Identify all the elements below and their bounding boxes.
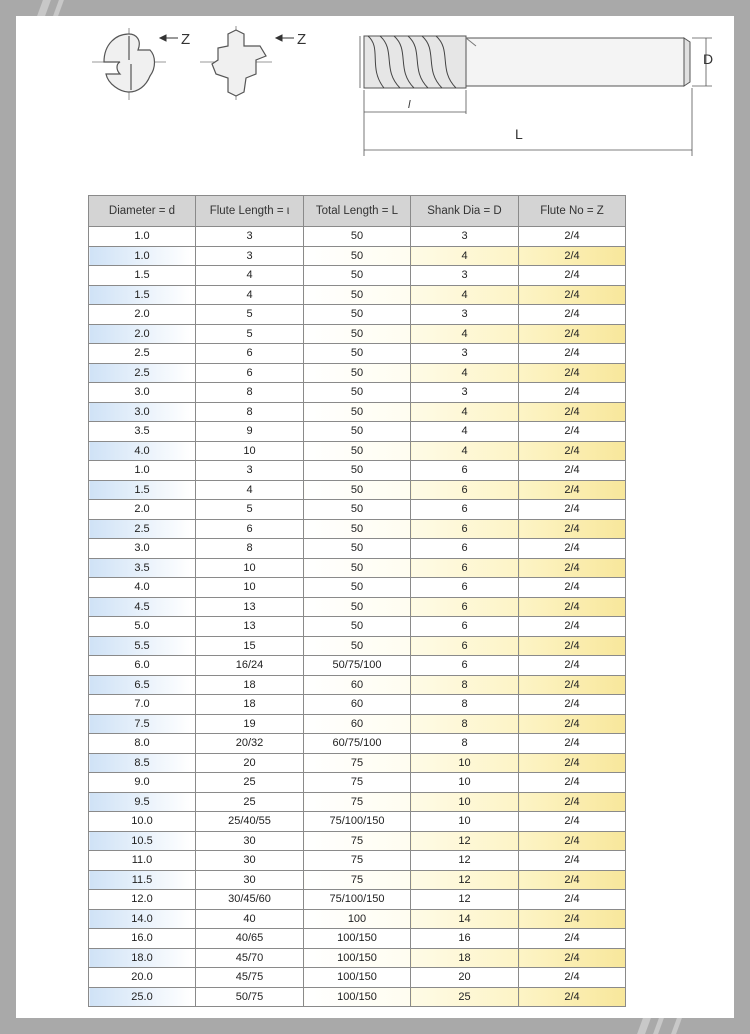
cell-flute-no: 2/4	[519, 792, 626, 812]
decor-stripe	[653, 1018, 664, 1034]
cell-flute-no: 2/4	[519, 929, 626, 949]
cell-diameter: 11.5	[89, 870, 196, 890]
cell-total-length: 60/75/100	[304, 734, 411, 754]
table-row	[89, 422, 626, 442]
cell-total-length: 75	[304, 773, 411, 793]
header-flute-no: Flute No = Z	[519, 196, 626, 227]
cell-shank-dia: 6	[411, 500, 519, 520]
cell-shank-dia: 8	[411, 675, 519, 695]
cell-shank-dia: 3	[411, 305, 519, 325]
cell-shank-dia: 4	[411, 363, 519, 383]
cell-diameter: 9.5	[89, 792, 196, 812]
spec-sheet	[16, 16, 734, 1018]
cell-total-length: 60	[304, 695, 411, 715]
cell-shank-dia: 8	[411, 734, 519, 754]
cell-shank-dia: 10	[411, 773, 519, 793]
cell-flute-length: 50/75	[196, 987, 304, 1007]
cell-total-length: 100	[304, 909, 411, 929]
cell-total-length: 50	[304, 558, 411, 578]
cell-shank-dia: 6	[411, 539, 519, 559]
cell-flute-no: 2/4	[519, 753, 626, 773]
cell-diameter: 18.0	[89, 948, 196, 968]
cell-shank-dia: 6	[411, 519, 519, 539]
table-row	[89, 363, 626, 383]
cell-total-length: 75	[304, 831, 411, 851]
cell-diameter: 11.0	[89, 851, 196, 871]
cell-total-length: 50	[304, 597, 411, 617]
cell-shank-dia: 6	[411, 461, 519, 481]
cell-total-length: 50	[304, 363, 411, 383]
cell-shank-dia: 4	[411, 246, 519, 266]
cell-flute-length: 5	[196, 324, 304, 344]
cell-flute-length: 45/75	[196, 968, 304, 988]
table-header-row	[89, 196, 626, 227]
cell-diameter: 8.5	[89, 753, 196, 773]
cell-shank-dia: 6	[411, 636, 519, 656]
table-row	[89, 948, 626, 968]
cell-flute-length: 8	[196, 402, 304, 422]
cell-shank-dia: 4	[411, 441, 519, 461]
cell-flute-no: 2/4	[519, 227, 626, 247]
cell-flute-no: 2/4	[519, 441, 626, 461]
two-flute-section-icon	[92, 28, 166, 100]
cell-diameter: 7.0	[89, 695, 196, 715]
table-row	[89, 578, 626, 598]
cell-total-length: 50	[304, 422, 411, 442]
cell-shank-dia: 4	[411, 402, 519, 422]
cell-flute-no: 2/4	[519, 948, 626, 968]
cell-diameter: 4.0	[89, 441, 196, 461]
cell-diameter: 5.0	[89, 617, 196, 637]
cell-diameter: 1.0	[89, 246, 196, 266]
cell-total-length: 75	[304, 851, 411, 871]
cell-total-length: 50	[304, 539, 411, 559]
table-row	[89, 305, 626, 325]
cell-shank-dia: 12	[411, 870, 519, 890]
cell-total-length: 75	[304, 753, 411, 773]
cell-total-length: 50	[304, 519, 411, 539]
cell-shank-dia: 6	[411, 656, 519, 676]
cell-flute-no: 2/4	[519, 461, 626, 481]
cell-flute-length: 18	[196, 675, 304, 695]
cell-shank-dia: 3	[411, 344, 519, 364]
table-row	[89, 714, 626, 734]
cell-flute-length: 3	[196, 461, 304, 481]
table-row	[89, 227, 626, 247]
table-row	[89, 870, 626, 890]
cell-shank-dia: 4	[411, 422, 519, 442]
decor-stripe	[671, 1018, 682, 1034]
cell-flute-no: 2/4	[519, 714, 626, 734]
cell-shank-dia: 6	[411, 617, 519, 637]
cell-flute-length: 13	[196, 617, 304, 637]
four-flute-section-icon	[200, 26, 272, 100]
cell-flute-no: 2/4	[519, 851, 626, 871]
cell-total-length: 50	[304, 227, 411, 247]
decor-stripe	[53, 0, 64, 16]
cell-total-length: 50	[304, 500, 411, 520]
cell-flute-length: 18	[196, 695, 304, 715]
flute-label-right: Z	[297, 31, 307, 48]
cell-shank-dia: 25	[411, 987, 519, 1007]
table-row	[89, 987, 626, 1007]
cell-shank-dia: 6	[411, 597, 519, 617]
cell-flute-length: 19	[196, 714, 304, 734]
cell-flute-length: 40/65	[196, 929, 304, 949]
end-mill-side-view	[364, 36, 690, 88]
cell-flute-length: 8	[196, 539, 304, 559]
cell-flute-no: 2/4	[519, 344, 626, 364]
cell-flute-no: 2/4	[519, 480, 626, 500]
cell-flute-no: 2/4	[519, 617, 626, 637]
cell-flute-length: 30	[196, 870, 304, 890]
cell-diameter: 1.0	[89, 227, 196, 247]
cell-diameter: 2.0	[89, 305, 196, 325]
cell-shank-dia: 3	[411, 266, 519, 286]
cell-total-length: 75/100/150	[304, 890, 411, 910]
end-mill-spec-table	[88, 195, 626, 1007]
cell-shank-dia: 10	[411, 792, 519, 812]
cell-flute-length: 4	[196, 285, 304, 305]
table-row	[89, 617, 626, 637]
cell-total-length: 50	[304, 324, 411, 344]
table-row	[89, 461, 626, 481]
cell-diameter: 2.5	[89, 519, 196, 539]
cell-flute-length: 16/24	[196, 656, 304, 676]
cell-diameter: 1.5	[89, 480, 196, 500]
cell-flute-no: 2/4	[519, 305, 626, 325]
cell-diameter: 12.0	[89, 890, 196, 910]
cell-flute-length: 20/32	[196, 734, 304, 754]
cell-diameter: 2.5	[89, 344, 196, 364]
decor-stripe	[637, 1018, 651, 1034]
cell-flute-length: 5	[196, 500, 304, 520]
cell-total-length: 50	[304, 266, 411, 286]
cell-flute-length: 6	[196, 344, 304, 364]
table-row	[89, 636, 626, 656]
header-total-length: Total Length = L	[304, 196, 411, 227]
cell-flute-no: 2/4	[519, 578, 626, 598]
table-row	[89, 812, 626, 832]
cell-total-length: 75/100/150	[304, 812, 411, 832]
cell-flute-no: 2/4	[519, 519, 626, 539]
cell-flute-length: 10	[196, 441, 304, 461]
cell-flute-no: 2/4	[519, 812, 626, 832]
table-row	[89, 909, 626, 929]
cell-flute-length: 25/40/55	[196, 812, 304, 832]
table-row	[89, 500, 626, 520]
cell-flute-length: 45/70	[196, 948, 304, 968]
cell-diameter: 3.0	[89, 539, 196, 559]
table-row	[89, 597, 626, 617]
cell-flute-length: 6	[196, 363, 304, 383]
cell-total-length: 60	[304, 675, 411, 695]
cell-diameter: 9.0	[89, 773, 196, 793]
cell-flute-no: 2/4	[519, 695, 626, 715]
cell-flute-length: 9	[196, 422, 304, 442]
cell-diameter: 7.5	[89, 714, 196, 734]
cell-diameter: 1.5	[89, 285, 196, 305]
cell-total-length: 75	[304, 792, 411, 812]
cell-shank-dia: 8	[411, 695, 519, 715]
table-body	[89, 227, 626, 1007]
cell-flute-no: 2/4	[519, 734, 626, 754]
table-row	[89, 792, 626, 812]
cell-flute-no: 2/4	[519, 675, 626, 695]
cell-flute-no: 2/4	[519, 773, 626, 793]
table-row	[89, 324, 626, 344]
cell-diameter: 10.0	[89, 812, 196, 832]
flute-length-label: l	[408, 99, 411, 111]
header-shank-dia: Shank Dia = D	[411, 196, 519, 227]
cell-shank-dia: 3	[411, 383, 519, 403]
cell-total-length: 60	[304, 714, 411, 734]
cell-total-length: 50	[304, 461, 411, 481]
cell-total-length: 50	[304, 305, 411, 325]
cell-diameter: 6.5	[89, 675, 196, 695]
decor-stripe	[37, 0, 51, 16]
cell-shank-dia: 3	[411, 227, 519, 247]
cell-diameter: 16.0	[89, 929, 196, 949]
end-mill-diagram	[16, 16, 734, 186]
cell-diameter: 3.0	[89, 402, 196, 422]
cell-flute-length: 25	[196, 773, 304, 793]
cell-flute-no: 2/4	[519, 402, 626, 422]
cell-total-length: 50	[304, 402, 411, 422]
cell-diameter: 20.0	[89, 968, 196, 988]
cell-flute-length: 13	[196, 597, 304, 617]
cell-total-length: 50	[304, 578, 411, 598]
cell-flute-no: 2/4	[519, 422, 626, 442]
table-row	[89, 480, 626, 500]
cell-flute-no: 2/4	[519, 558, 626, 578]
shank-diameter-label: D	[703, 51, 714, 67]
table-row	[89, 968, 626, 988]
cell-flute-no: 2/4	[519, 324, 626, 344]
cell-flute-length: 30/45/60	[196, 890, 304, 910]
cell-flute-length: 5	[196, 305, 304, 325]
cell-total-length: 100/150	[304, 968, 411, 988]
cell-flute-no: 2/4	[519, 890, 626, 910]
cell-diameter: 2.0	[89, 324, 196, 344]
cell-flute-length: 40	[196, 909, 304, 929]
cell-shank-dia: 10	[411, 812, 519, 832]
cell-total-length: 50	[304, 383, 411, 403]
cell-shank-dia: 18	[411, 948, 519, 968]
cell-flute-length: 10	[196, 558, 304, 578]
table-row	[89, 285, 626, 305]
cell-total-length: 100/150	[304, 929, 411, 949]
cell-diameter: 1.0	[89, 461, 196, 481]
table-row	[89, 851, 626, 871]
cell-flute-length: 30	[196, 831, 304, 851]
cell-flute-no: 2/4	[519, 987, 626, 1007]
table-row	[89, 675, 626, 695]
cell-flute-length: 6	[196, 519, 304, 539]
cell-flute-no: 2/4	[519, 363, 626, 383]
header-flute-length: Flute Length = ι	[196, 196, 304, 227]
cell-diameter: 8.0	[89, 734, 196, 754]
cell-flute-no: 2/4	[519, 656, 626, 676]
cell-flute-no: 2/4	[519, 636, 626, 656]
table-row	[89, 695, 626, 715]
cell-shank-dia: 16	[411, 929, 519, 949]
table-row	[89, 753, 626, 773]
cell-diameter: 25.0	[89, 987, 196, 1007]
cell-flute-length: 8	[196, 383, 304, 403]
cell-total-length: 50	[304, 480, 411, 500]
cell-shank-dia: 12	[411, 890, 519, 910]
cell-flute-no: 2/4	[519, 831, 626, 851]
cell-diameter: 3.0	[89, 383, 196, 403]
cell-flute-length: 15	[196, 636, 304, 656]
cell-diameter: 4.0	[89, 578, 196, 598]
table-row	[89, 383, 626, 403]
cell-flute-no: 2/4	[519, 870, 626, 890]
cell-flute-length: 4	[196, 480, 304, 500]
cell-flute-no: 2/4	[519, 500, 626, 520]
cell-diameter: 14.0	[89, 909, 196, 929]
table-row	[89, 519, 626, 539]
table-row	[89, 539, 626, 559]
table-row	[89, 831, 626, 851]
cell-diameter: 3.5	[89, 422, 196, 442]
header-diameter: Diameter = d	[89, 196, 196, 227]
cell-shank-dia: 6	[411, 558, 519, 578]
cell-diameter: 10.5	[89, 831, 196, 851]
cell-shank-dia: 14	[411, 909, 519, 929]
cell-flute-no: 2/4	[519, 968, 626, 988]
cell-shank-dia: 6	[411, 480, 519, 500]
cell-shank-dia: 12	[411, 851, 519, 871]
cell-flute-length: 3	[196, 246, 304, 266]
cell-flute-length: 25	[196, 792, 304, 812]
cell-diameter: 1.5	[89, 266, 196, 286]
cell-flute-length: 20	[196, 753, 304, 773]
cell-total-length: 50	[304, 636, 411, 656]
cell-flute-no: 2/4	[519, 909, 626, 929]
cell-diameter: 2.5	[89, 363, 196, 383]
table-row	[89, 734, 626, 754]
table-row	[89, 929, 626, 949]
cell-flute-length: 4	[196, 266, 304, 286]
cell-diameter: 5.5	[89, 636, 196, 656]
table-row	[89, 402, 626, 422]
cell-total-length: 50	[304, 246, 411, 266]
table-row	[89, 773, 626, 793]
cell-total-length: 100/150	[304, 948, 411, 968]
cell-flute-length: 3	[196, 227, 304, 247]
cell-diameter: 3.5	[89, 558, 196, 578]
cell-diameter: 4.5	[89, 597, 196, 617]
cell-flute-length: 30	[196, 851, 304, 871]
cell-total-length: 75	[304, 870, 411, 890]
cell-shank-dia: 6	[411, 578, 519, 598]
cell-flute-length: 10	[196, 578, 304, 598]
cell-shank-dia: 8	[411, 714, 519, 734]
table-row	[89, 344, 626, 364]
cell-shank-dia: 10	[411, 753, 519, 773]
cell-flute-no: 2/4	[519, 539, 626, 559]
cell-flute-no: 2/4	[519, 246, 626, 266]
cell-total-length: 50	[304, 441, 411, 461]
flute-label-left: Z	[181, 31, 191, 48]
cell-flute-no: 2/4	[519, 597, 626, 617]
cell-diameter: 6.0	[89, 656, 196, 676]
table-row	[89, 890, 626, 910]
cell-shank-dia: 4	[411, 324, 519, 344]
cell-total-length: 50	[304, 285, 411, 305]
cell-diameter: 2.0	[89, 500, 196, 520]
table-row	[89, 656, 626, 676]
cell-flute-no: 2/4	[519, 285, 626, 305]
table-row	[89, 441, 626, 461]
cell-shank-dia: 20	[411, 968, 519, 988]
cell-total-length: 100/150	[304, 987, 411, 1007]
cell-shank-dia: 12	[411, 831, 519, 851]
table-row	[89, 558, 626, 578]
cell-flute-no: 2/4	[519, 383, 626, 403]
cell-total-length: 50	[304, 617, 411, 637]
cell-shank-dia: 4	[411, 285, 519, 305]
table-row	[89, 246, 626, 266]
cell-flute-no: 2/4	[519, 266, 626, 286]
cell-total-length: 50	[304, 344, 411, 364]
table-row	[89, 266, 626, 286]
total-length-label: L	[515, 126, 523, 142]
cell-total-length: 50/75/100	[304, 656, 411, 676]
